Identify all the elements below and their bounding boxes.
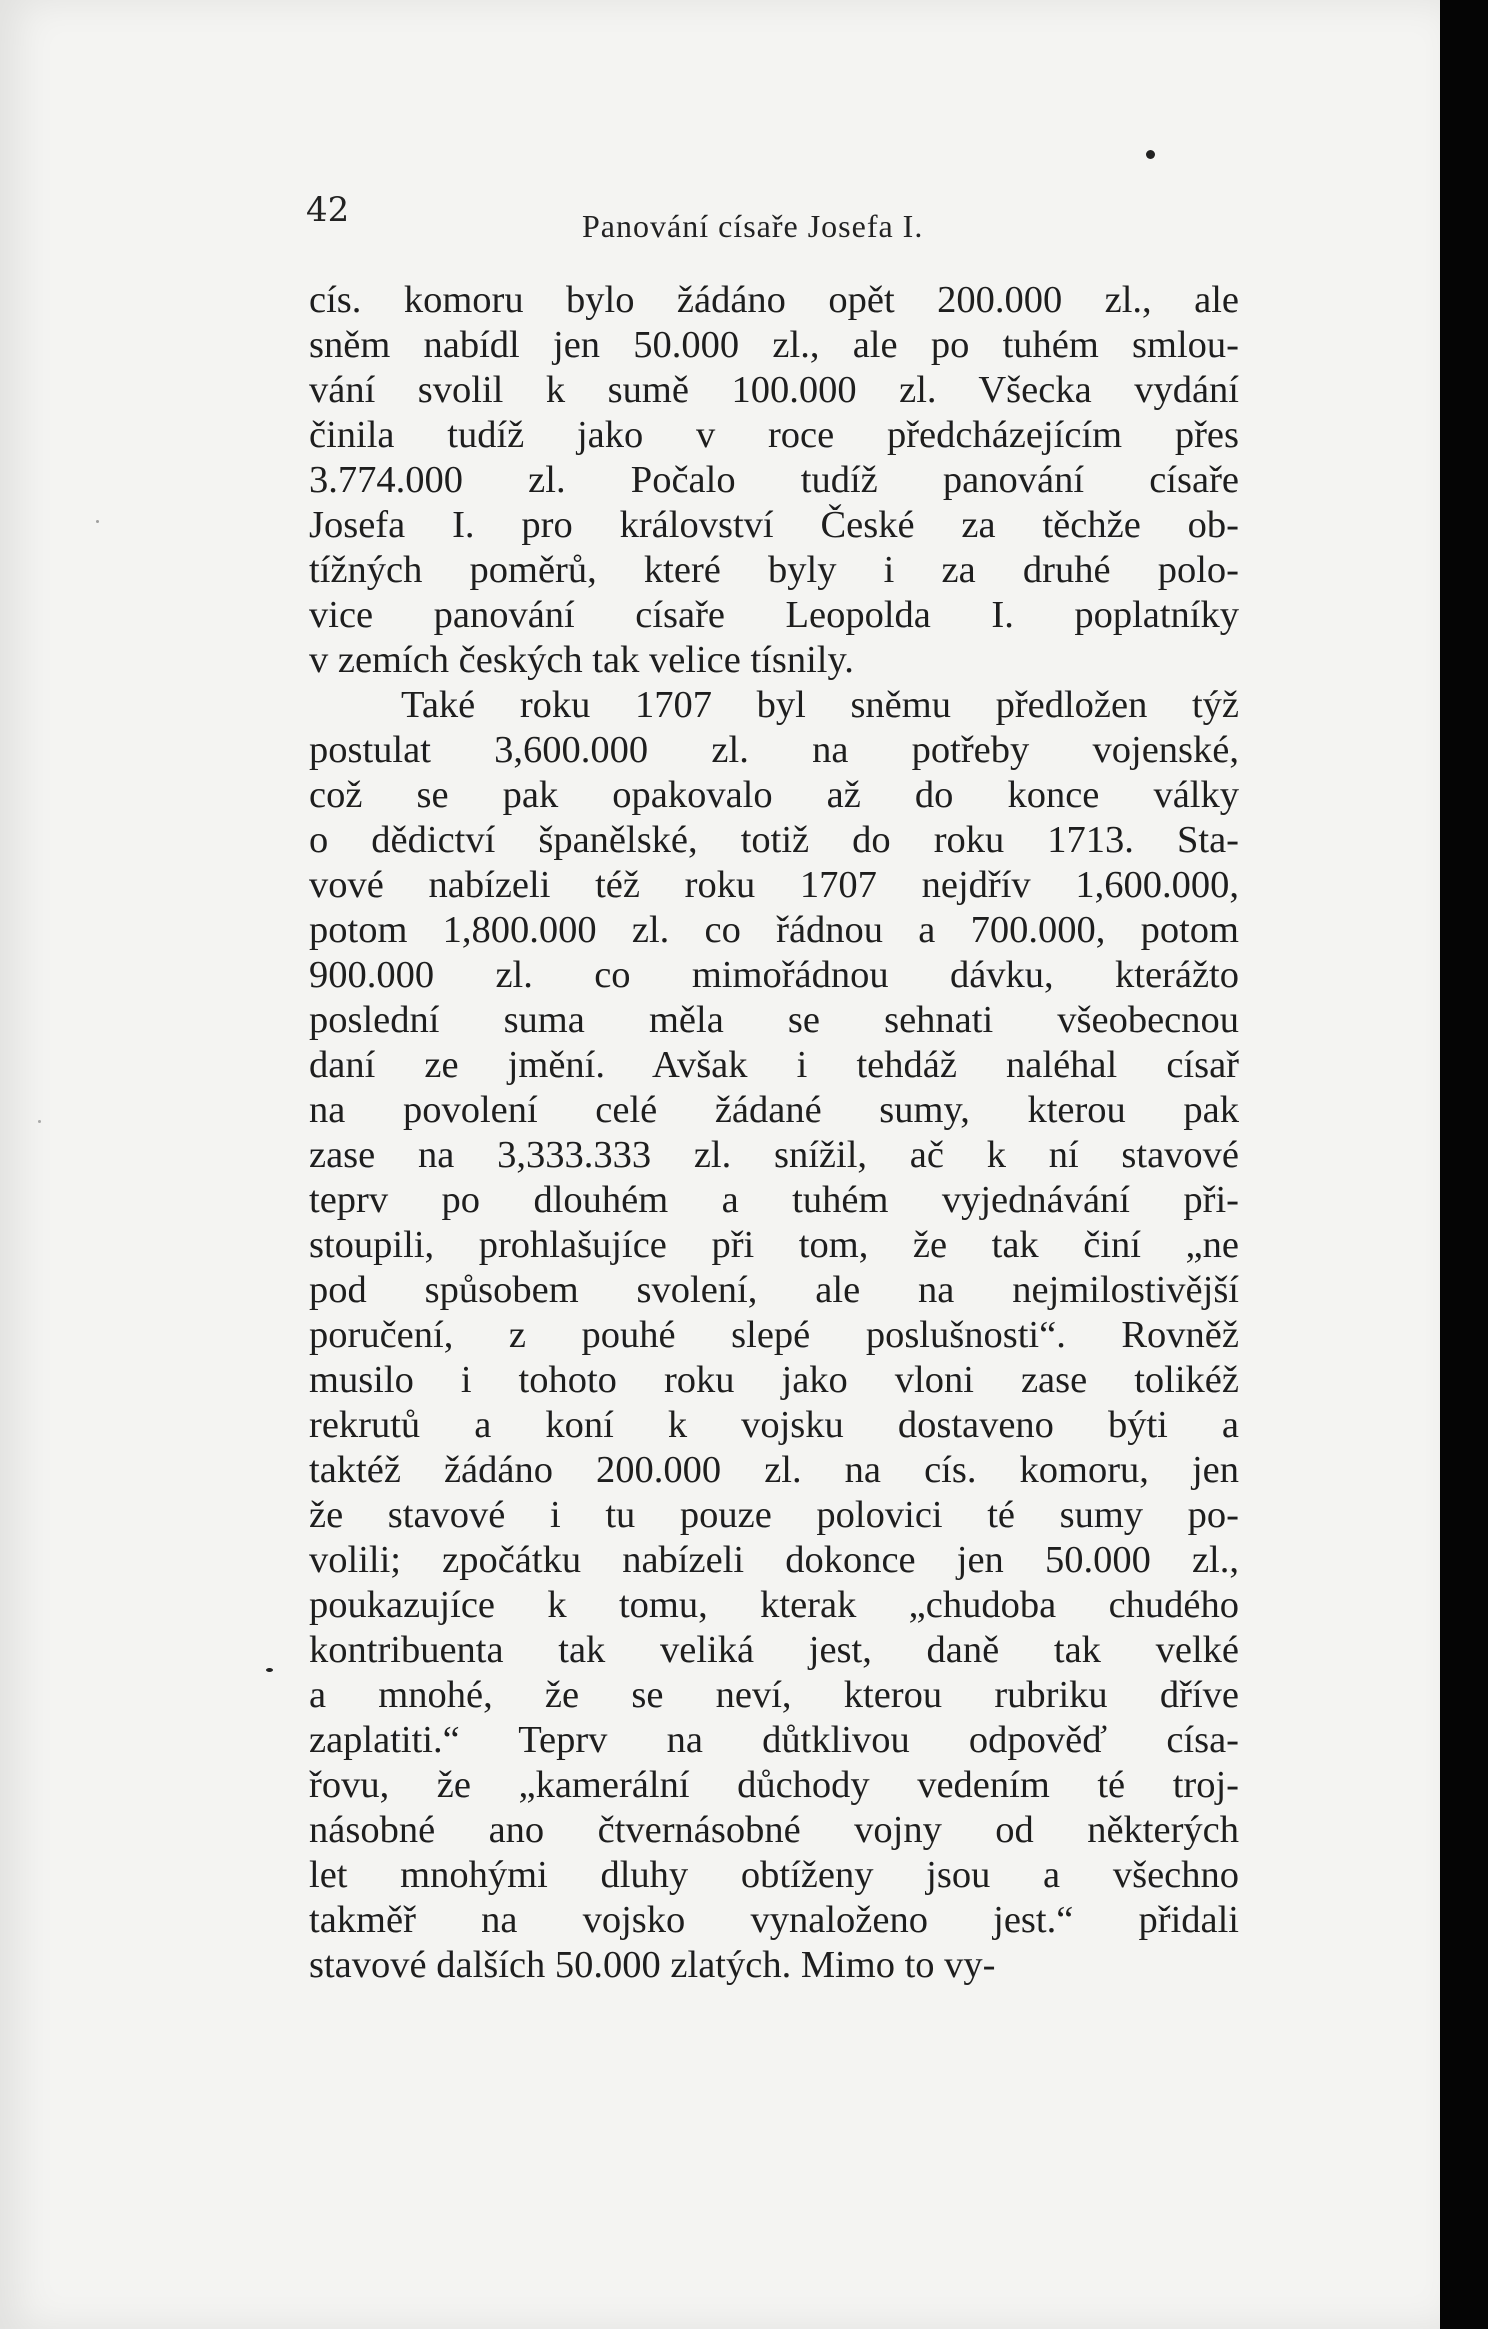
text-line: poslední suma měla se sehnati všeobecnou	[309, 999, 1239, 1041]
text-line: potom 1,800.000 zl. co řádnou a 700.000, potom	[309, 909, 1239, 951]
scan-edge	[1440, 0, 1488, 2329]
running-head: Panování císaře Josefa I.	[582, 208, 924, 244]
text-line: řovu, že „kamerální důchody vedením té troj-	[309, 1764, 1239, 1806]
text-line: stoupili, prohlašujíce při tom, že tak činí „ne	[309, 1224, 1239, 1266]
scan-speck	[266, 1668, 273, 1672]
text-line: zase na 3,333.333 zl. snížil, ač k ní stavové	[309, 1134, 1239, 1176]
text-line: takměř na vojsko vynaloženo jest.“ přidali	[309, 1899, 1239, 1941]
text-line: že stavové i tu pouze polovici té sumy po-	[309, 1494, 1239, 1536]
text-line: vice panování císaře Leopolda I. poplatníky	[309, 594, 1239, 636]
body-text	[309, 278, 1239, 1988]
text-line: pod spůsobem svolení, ale na nejmilostivější	[309, 1269, 1239, 1311]
text-line: 3.774.000 zl. Počalo tudíž panování císaře	[309, 459, 1239, 501]
text-line: rekrutů a koní k vojsku dostaveno býti a	[309, 1404, 1239, 1446]
text-line: tížných poměrů, které byly i za druhé polo-	[309, 549, 1239, 591]
text-line: o dědictví španělské, totiž do roku 1713. Sta-	[309, 819, 1239, 861]
text-line: musilo i tohoto roku jako vloni zase tolikéž	[309, 1359, 1239, 1401]
text-line: stavové dalších 50.000 zlatých. Mimo to vy-	[309, 1944, 996, 1986]
text-line: cís. komoru bylo žádáno opět 200.000 zl., ale	[309, 279, 1239, 321]
text-line: taktéž žádáno 200.000 zl. na cís. komoru, jen	[309, 1449, 1239, 1491]
text-line: sněm nabídl jen 50.000 zl., ale po tuhém smlou-	[309, 324, 1239, 366]
text-line: a mnohé, že se neví, kterou rubriku dříve	[309, 1674, 1239, 1716]
text-line: postulat 3,600.000 zl. na potřeby vojenské,	[309, 729, 1239, 771]
text-line: daní ze jmění. Avšak i tehdáž naléhal císař	[309, 1044, 1239, 1086]
text-line: činila tudíž jako v roce předcházejícím přes	[309, 414, 1239, 456]
text-line: vání svolil k sumě 100.000 zl. Všecka vydání	[309, 369, 1239, 411]
scan-speck	[1146, 150, 1155, 159]
text-line: což se pak opakovalo až do konce války	[309, 774, 1239, 816]
text-line: Josefa I. pro království České za těchže ob-	[309, 504, 1239, 546]
text-line: let mnohými dluhy obtíženy jsou a všechno	[309, 1854, 1239, 1896]
text-line: volili; zpočátku nabízeli dokonce jen 50.000 zl.,	[309, 1539, 1239, 1581]
text-line: kontribuenta tak veliká jest, daně tak velké	[309, 1629, 1239, 1671]
text-line: násobné ano čtvernásobné vojny od některých	[309, 1809, 1239, 1851]
scan-speck	[38, 1120, 41, 1123]
scan-speck	[96, 520, 99, 523]
text-line: 900.000 zl. co mimořádnou dávku, kterážto	[309, 954, 1239, 996]
text-line: poručení, z pouhé slepé poslušnosti“. Rovněž	[309, 1314, 1239, 1356]
text-line: v zemích českých tak velice tísnily.	[309, 639, 854, 681]
text-line: na povolení celé žádané sumy, kterou pak	[309, 1089, 1239, 1131]
text-line: poukazujíce k tomu, kterak „chudoba chudého	[309, 1584, 1239, 1626]
text-line: teprv po dlouhém a tuhém vyjednávání při-	[309, 1179, 1239, 1221]
text-line: zaplatiti.“ Teprv na důtklivou odpověď císa-	[309, 1719, 1239, 1761]
page-number: 42	[306, 190, 350, 230]
text-line: vové nabízeli též roku 1707 nejdřív 1,600.000,	[309, 864, 1239, 906]
paragraph-start-line: Také roku 1707 byl sněmu předložen týž	[401, 684, 1239, 726]
